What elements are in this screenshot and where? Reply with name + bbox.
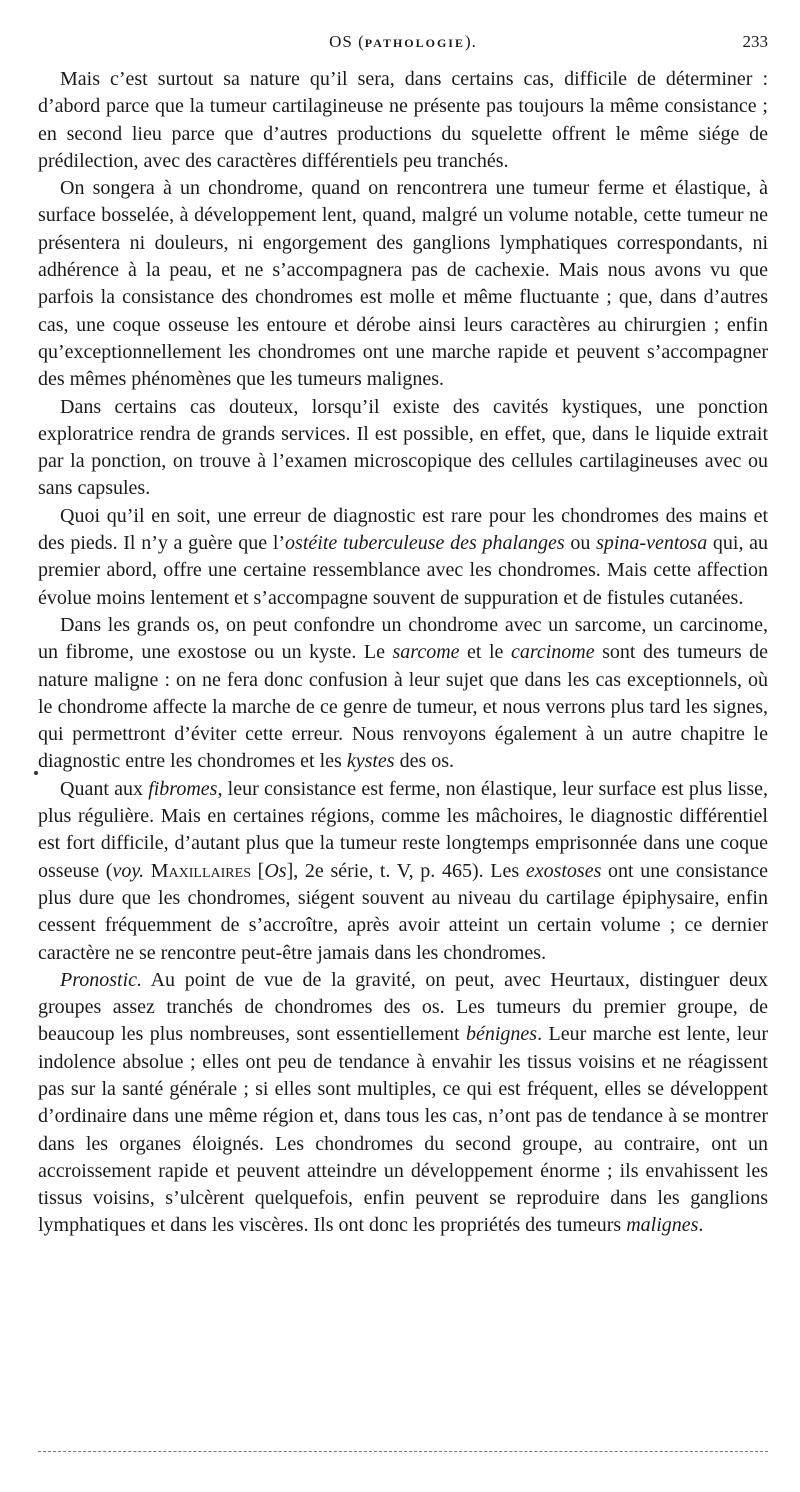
italic-term: fibromes — [148, 777, 218, 800]
italic-term: bénignes — [465, 1023, 538, 1046]
running-title-prefix: OS ( — [329, 32, 365, 51]
italic-term: kystes — [346, 750, 395, 773]
book-page — [38, 0, 768, 1492]
paragraph-ponction: Dans certains cas douteux, lorsqu’il existe des cavités kystiques, une ponction exploratrice rendra de grands services. Il est possible, en effet, que, dans le liquide extrait par la ponction, on trouve à l’examen microscopique des cellules cartilagineuses avec ou sans capsules. — [38, 395, 768, 500]
paragraph-pronostic — [38, 967, 768, 1240]
italic-term: exostoses — [525, 859, 602, 882]
italic-term: Os — [264, 859, 287, 882]
paragraph-chondrome-signs: On songera à un chondrome, quand on rencontrera une tumeur ferme et élastique, à surface bosselée, à développement lent, quand, malgré un volume notable, cette tumeur ne présentera ni douleurs, ni engorgement des ganglions lymphatiques correspondants, ni adhérence à la peau, et ne s’accompagnera pas de cachexie. Mais nous avons vu que parfois la consistance des chondromes est molle et même fluctuante ; que, dans d’autres cas, une coque osseuse les entoure et dérobe ainsi leurs caractères au chirurgien ; enfin qu’exceptionnellement les chondromes ont une marche rapide et peuvent s’accompagner des mêmes phénomènes que les tumeurs malignes. — [38, 177, 768, 391]
text-run: . — [698, 1214, 704, 1237]
text-run: qui, au premier abord, offre une certaine ressemblance avec les chondromes. Mais cette affection évolue moins lentement et s’accompagne souvent de suppuration et de fistules cutanées. — [38, 532, 769, 609]
text-run: Dans les grands os, on peut confondre un chondrome avec un sarcome, un carcinome, un fibrome, une exostose ou un kyste. Le — [38, 613, 768, 664]
text-run: sont des tumeurs de nature maligne : on ne fera donc confusion à leur sujet que dans les cas exceptionnels, où le chondrome affecte la marche de ce genre de tumeur, et nous verrons plus tard les signes, qui permettront d’éviter cette erreur. Nous renvoyons également à un autre chapitre le diagnostic entre les chondromes et les — [38, 641, 768, 773]
text-run: . Leur marche est lente, leur indolence absolue ; elles ont peu de tendance à envahir les tissus voisins et ne réagissent pas sur la santé générale ; si elles sont multiples, ce qui est fréquent, elles se développent d’ordinaire dans une même région et, dans tous les cas, n’ont pas de tendance à se montrer dans les organes éloignés. Les chondromes du second groupe, au contraire, ont un accroissement rapide et peuvent atteindre un développement énorme ; ils envahissent les tissus voisins, s’ulcèrent quelquefois, enfin peuvent se reproduire dans les ganglions lymphatiques et dans les viscères. Ils ont donc les propriétés des tumeurs — [38, 1023, 769, 1237]
section-heading-inline: Pronostic. — [60, 968, 143, 991]
italic-term: malignes — [626, 1214, 699, 1237]
italic-term: ostéite tuberculeuse des phalanges — [285, 532, 565, 555]
text-run: ont une consistance plus dure que les chondromes, siégent souvent au niveau du cartilage épiphysaire, enfin cessent fréquemment de s’accroître, après avoir atteint un certain volume ; ce dernier caractère ne se rencontre peut-être jamais dans les chondromes. — [38, 859, 769, 964]
text-run: Au point de vue de la gravité, on peut, avec Heurtaux, distinguer deux groupes assez tranchés de chondromes des os. Les tumeurs du premier groupe, de beaucoup les plus nombreuses, sont essentiellement — [38, 968, 768, 1046]
cross-reference: Maxillaires — [144, 859, 251, 882]
text-run: Quoi qu’il en soit, une erreur de diagnostic est rare pour les chondromes des mains et des pieds. Il n’y a guère que l’ — [38, 504, 768, 555]
paragraph-fibromes — [38, 776, 768, 967]
italic-term: voy. — [112, 859, 145, 882]
running-title-section: PATHOLOGIE — [364, 36, 465, 50]
paragraph-nature: Mais c’est surtout sa nature qu’il sera, dans certains cas, difficile de déterminer : d’abord parce que la tumeur cartilagineuse ne présente pas toujours la même consistance ; en second lieu parce que d’autres productions du squelette offrent le même siége de prédilection, avec des caractères différentiels peu tranchés. — [38, 68, 768, 172]
text-run: [ — [250, 859, 265, 882]
body-text — [38, 66, 768, 1240]
italic-term: sarcome — [392, 641, 460, 664]
italic-term: carcinome — [510, 641, 595, 664]
text-run: des os. — [394, 750, 455, 773]
italic-term: spina-ventosa — [596, 532, 708, 555]
page-number: 233 — [742, 32, 768, 51]
running-title-suffix: ). — [464, 32, 477, 51]
text-run: ], 2e série, t. V, p. 465). Les — [286, 859, 526, 882]
running-head — [38, 0, 768, 62]
text-run: ou — [564, 532, 597, 555]
margin-ink-dot — [34, 771, 38, 775]
text-run: Quant aux — [60, 777, 149, 800]
footer-dashed-rule — [38, 1451, 768, 1452]
paragraph-mains-pieds — [38, 503, 768, 612]
running-title — [38, 32, 768, 52]
paragraph-grands-os — [38, 612, 768, 776]
text-run: , leur consistance est ferme, non élastique, leur surface est plus lisse, plus régulière. Mais en certaines régions, comme les mâchoires, le diagnostic différentiel est fort difficile, d’autant plus que la tumeur reste longtemps emprisonnée dans une coque osseuse ( — [38, 777, 768, 882]
text-run: et le — [459, 641, 511, 664]
